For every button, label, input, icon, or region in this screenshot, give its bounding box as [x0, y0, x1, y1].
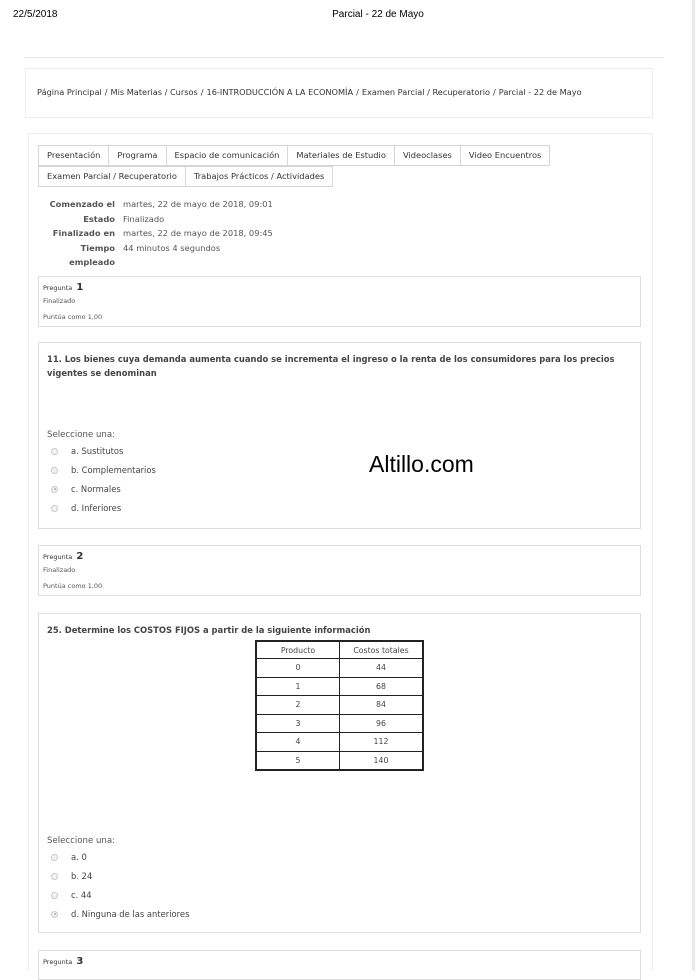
answer-option[interactable]: a. Sustitutos	[51, 446, 123, 456]
radio-button-checked[interactable]	[51, 486, 58, 493]
print-date: 22/5/2018	[13, 9, 58, 20]
table-cell: 112	[340, 733, 424, 752]
print-title: Parcial - 22 de Mayo	[332, 9, 424, 20]
question-label: Pregunta	[43, 284, 73, 292]
radio-button[interactable]	[51, 873, 58, 880]
tab-trabajos-practicos[interactable]: Trabajos Prácticos / Actividades	[185, 166, 333, 187]
table-cell: 140	[340, 751, 424, 770]
question-text: 11. Los bienes cuya demanda aumenta cuando se incrementa el ingreso o la renta de los consumidores para los precios vigentes se denominan	[47, 354, 615, 378]
state-value: Finalizado	[123, 213, 165, 224]
breadcrumb-home[interactable]: Página Principal	[37, 87, 102, 97]
table-row	[256, 714, 423, 733]
answer-option[interactable]: d. Inferiores	[51, 503, 121, 513]
question-score: Puntúa como 1,00	[43, 313, 103, 321]
question-number: 2	[76, 551, 84, 562]
radio-button[interactable]	[51, 448, 58, 455]
answer-option[interactable]: b. 24	[51, 871, 92, 881]
breadcrumb-my-courses[interactable]: Mis Materias / Cursos	[110, 87, 198, 97]
table-cell: 5	[256, 751, 340, 770]
radio-button[interactable]	[51, 854, 58, 861]
breadcrumb-separator: /	[356, 87, 359, 97]
breadcrumb-separator: /	[104, 87, 108, 97]
question-number: 3	[76, 956, 84, 967]
scrollbar-track	[692, 0, 695, 971]
finished-value: martes, 22 de mayo de 2018, 09:45	[123, 228, 273, 238]
tab-programa[interactable]: Programa	[108, 145, 166, 166]
tab-video-encuentros[interactable]: Video Encuentros	[460, 145, 550, 166]
breadcrumb-course[interactable]: 16-INTRODUCCIÓN A LA ECONOMÍA	[206, 87, 354, 97]
select-label: Seleccione una:	[47, 836, 116, 846]
table-cell: 1	[256, 677, 340, 696]
radio-button-checked[interactable]	[51, 911, 58, 918]
question-info	[38, 276, 641, 327]
breadcrumb	[37, 87, 582, 97]
table-cell: 96	[340, 714, 424, 733]
answer-option[interactable]: b. Complementarios	[51, 465, 156, 475]
table-cell: 0	[256, 659, 340, 678]
divider	[25, 57, 663, 58]
question-score: Puntúa como 1,00	[43, 582, 103, 590]
table-cell: 44	[340, 659, 424, 678]
breadcrumb-separator: /	[200, 87, 204, 97]
select-label: Seleccione una:	[47, 430, 116, 440]
course-tabs	[38, 145, 638, 187]
table-row	[256, 751, 423, 770]
watermark: Altillo.com	[369, 451, 474, 477]
table-cell: 4	[256, 733, 340, 752]
started-value: martes, 22 de mayo de 2018, 09:01	[123, 199, 273, 209]
table-cell: 68	[340, 677, 424, 696]
time-value: 44 minutos 4 segundos	[123, 242, 221, 253]
cost-table	[255, 640, 424, 771]
radio-button[interactable]	[51, 505, 58, 512]
table-cell: 84	[340, 696, 424, 715]
question-content	[38, 342, 641, 529]
question-text: 25. Determine los COSTOS FIJOS a partir de la siguiente información	[47, 625, 371, 635]
attempt-summary	[40, 197, 273, 270]
question-info	[38, 950, 641, 980]
answer-option-selected[interactable]: c. Normales	[51, 484, 121, 494]
breadcrumb-current[interactable]: Parcial - 22 de Mayo	[498, 87, 582, 97]
finished-label: Finalizado en	[52, 228, 115, 238]
table-row	[256, 733, 423, 752]
answer-option[interactable]: c. 44	[51, 890, 92, 900]
state-label: Estado	[83, 213, 115, 224]
question-status: Finalizado	[43, 297, 76, 305]
breadcrumb-container	[25, 68, 653, 118]
radio-button[interactable]	[51, 892, 58, 899]
question-label: Pregunta	[43, 958, 73, 966]
breadcrumb-section[interactable]: Examen Parcial / Recuperatorio	[361, 87, 491, 97]
time-label: Tiempo empleado	[69, 242, 115, 267]
table-header: Costos totales	[340, 641, 424, 659]
answer-option[interactable]: a. 0	[51, 852, 87, 862]
tab-espacio-comunicacion[interactable]: Espacio de comunicación	[166, 145, 289, 166]
tab-materiales-estudio[interactable]: Materiales de Estudio	[287, 145, 395, 166]
table-row	[256, 696, 423, 715]
question-status: Finalizado	[43, 566, 76, 574]
question-label: Pregunta	[43, 553, 73, 561]
table-row	[256, 659, 423, 678]
table-row	[256, 677, 423, 696]
tab-presentacion[interactable]: Presentación	[38, 145, 109, 166]
tab-videoclases[interactable]: Videoclases	[394, 145, 461, 166]
answer-option-selected[interactable]: d. Ninguna de las anteriores	[51, 909, 189, 919]
table-cell: 3	[256, 714, 340, 733]
breadcrumb-separator: /	[493, 87, 496, 97]
started-label: Comenzado el	[49, 199, 115, 209]
table-cell: 2	[256, 696, 340, 715]
radio-button[interactable]	[51, 467, 58, 474]
table-header: Producto	[256, 641, 340, 659]
question-info	[38, 545, 641, 596]
tab-examen-parcial[interactable]: Examen Parcial / Recuperatorio	[38, 166, 186, 187]
question-number: 1	[76, 282, 84, 293]
